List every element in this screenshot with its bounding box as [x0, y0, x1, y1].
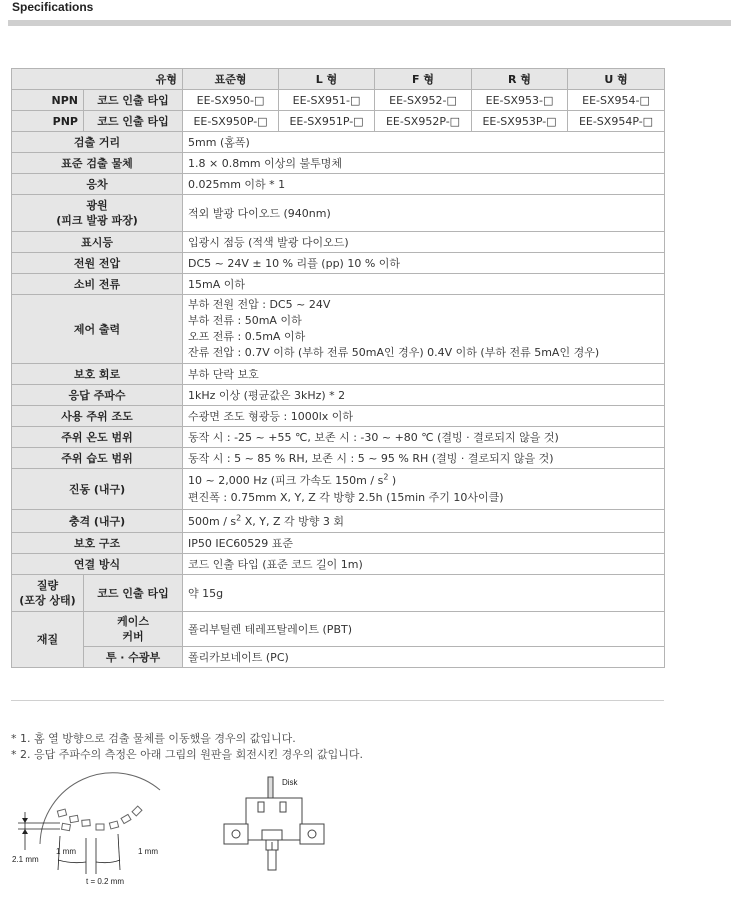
spec-row-supply [12, 253, 665, 274]
disk-drawing [18, 773, 160, 874]
model-cell: EE-SX952-□ [375, 90, 472, 111]
spec-label: 검출 거리 [12, 132, 183, 153]
spec-value-line: 잔류 전압 : 0.7V 이하 (부하 전류 50mA인 경우) 0.4V 이하 (부하 전류 5mA인 경우) [188, 346, 600, 359]
shock-text: X, Y, Z 각 방향 3 회 [241, 514, 345, 528]
spec-row-indicator [12, 232, 665, 253]
spec-row-vibration [12, 469, 665, 510]
spec-row-connection [12, 554, 665, 575]
spec-label: 보호 회로 [12, 364, 183, 385]
spec-label: 연결 방식 [12, 554, 183, 575]
spec-value: 0.025mm 이하 * 1 [183, 174, 665, 195]
spec-value: 1kHz 이상 (평균값은 3kHz) * 2 [183, 385, 665, 406]
spec-row-material-lens [12, 647, 665, 668]
spec-label: 소비 전류 [12, 274, 183, 295]
section-header [0, 0, 738, 30]
spec-value [183, 469, 665, 510]
pnp-label: PNP [12, 111, 84, 132]
disk-label: Disk [282, 778, 298, 787]
spec-sub-label: 코드 인출 타입 [84, 575, 183, 612]
spec-value-line: 오프 전류 : 0.5mA 이하 [188, 330, 306, 343]
spec-value: 입광시 점등 (적색 발광 다이오드) [183, 232, 665, 253]
spec-sub-label: 투 · 수광부 [84, 647, 183, 668]
spec-label: 주위 온도 범위 [12, 427, 183, 448]
column-header: 표준형 [183, 69, 279, 90]
spec-value-line: 부하 전류 : 50mA 이하 [188, 314, 302, 327]
header-divider [8, 20, 731, 26]
model-cell: EE-SX950P-□ [183, 111, 279, 132]
spec-label: 사용 주위 조도 [12, 406, 183, 427]
spec-value-line [188, 472, 659, 489]
spec-value: 폴리카보네이트 (PC) [183, 647, 665, 668]
spec-value: 15mA 이하 [183, 274, 665, 295]
spec-value: 1.8 × 0.8mm 이상의 불투명체 [183, 153, 665, 174]
spec-row-weight [12, 575, 665, 612]
spec-row-light-source [12, 195, 665, 232]
section-title: Specifications [12, 0, 94, 14]
spec-label: 응답 주파수 [12, 385, 183, 406]
column-header: R 형 [472, 69, 568, 90]
pnp-sub-label: 코드 인출 타입 [84, 111, 183, 132]
spec-row-humidity [12, 448, 665, 469]
spec-label: 충격 (내구) [12, 510, 183, 533]
sensor-drawing [224, 777, 324, 870]
spec-label [12, 195, 183, 232]
spec-row-current [12, 274, 665, 295]
spec-value: 동작 시 : 5 ~ 85 % RH, 보존 시 : 5 ~ 95 % RH (결빙 · 결로되지 않을 것) [183, 448, 665, 469]
spec-label-line: 광원 [86, 199, 108, 212]
measurement-diagram [0, 772, 360, 897]
spec-value: 약 15g [183, 575, 665, 612]
spec-value: IP50 IEC60529 표준 [183, 533, 665, 554]
spec-value: 동작 시 : -25 ~ +55 ℃, 보존 시 : -30 ~ +80 ℃ (결빙 · 결로되지 않을 것) [183, 427, 665, 448]
spec-label-line: 케이스 [117, 615, 149, 628]
spec-row-illumination [12, 406, 665, 427]
spec-value: 부하 단락 보호 [183, 364, 665, 385]
dim-gap-label: 1 mm [138, 847, 158, 856]
model-cell: EE-SX954P-□ [568, 111, 665, 132]
vibration-text: ) [388, 474, 397, 487]
model-cell: EE-SX954-□ [568, 90, 665, 111]
dim-thickness-label: t = 0.2 mm [86, 877, 125, 886]
footnote: * 1. 홈 열 방향으로 검출 물체를 이동했을 경우의 값입니다. [11, 732, 296, 745]
npn-label: NPN [12, 90, 84, 111]
spec-label: 표시등 [12, 232, 183, 253]
spec-label-line: (포장 상태) [19, 594, 76, 607]
footnote: * 2. 응답 주파수의 측정은 아래 그림의 원판을 회전시킨 경우의 값입니다. [11, 748, 363, 761]
spec-row-control-output [12, 295, 665, 364]
superscript: 2 [383, 472, 389, 482]
spec-label: 재질 [12, 612, 84, 668]
spec-value: 코드 인출 타입 (표준 코드 길이 1m) [183, 554, 665, 575]
model-cell: EE-SX951P-□ [279, 111, 375, 132]
spec-row-protection [12, 364, 665, 385]
model-cell: EE-SX953P-□ [472, 111, 568, 132]
spec-label: 진동 (내구) [12, 469, 183, 510]
npn-sub-label: 코드 인출 타입 [84, 90, 183, 111]
spec-row-structure [12, 533, 665, 554]
spec-label [12, 575, 84, 612]
spec-value: 5mm (홈폭) [183, 132, 665, 153]
spec-row-object [12, 153, 665, 174]
spec-row-shock [12, 510, 665, 533]
column-header: L 형 [279, 69, 375, 90]
model-cell: EE-SX953-□ [472, 90, 568, 111]
spec-row-material-case [12, 612, 665, 647]
column-header: U 형 [568, 69, 665, 90]
spec-row-frequency [12, 385, 665, 406]
dim-left-label: 2.1 mm [12, 855, 39, 864]
pnp-row [12, 111, 665, 132]
footnotes [11, 731, 363, 763]
column-header: F 형 [375, 69, 472, 90]
spec-value-line: 편진폭 : 0.75mm X, Y, Z 각 방향 2.5h (15min 주기 10사이클) [188, 491, 504, 504]
spec-label: 응차 [12, 174, 183, 195]
npn-row [12, 90, 665, 111]
model-cell: EE-SX951-□ [279, 90, 375, 111]
spec-label-line: 질량 [36, 579, 59, 592]
spec-label-line: 커버 [122, 630, 144, 643]
vibration-text: 10 ~ 2,000 Hz (피크 가속도 150m / s [188, 474, 384, 487]
model-cell: EE-SX952P-□ [375, 111, 472, 132]
spec-sub-label [84, 612, 183, 647]
spec-row-hysteresis [12, 174, 665, 195]
spec-label: 전원 전압 [12, 253, 183, 274]
model-cell: EE-SX950-□ [183, 90, 279, 111]
spec-label: 보호 구조 [12, 533, 183, 554]
spec-table [11, 68, 665, 668]
shock-text: 500m / s [188, 514, 237, 528]
type-label: 유형 [12, 69, 183, 90]
divider [11, 700, 664, 701]
spec-row-temperature [12, 427, 665, 448]
type-header-row [12, 69, 665, 90]
spec-row-distance [12, 132, 665, 153]
spec-value: DC5 ~ 24V ± 10 % 리플 (pp) 10 % 이하 [183, 253, 665, 274]
spec-value-line: 부하 전원 전압 : DC5 ~ 24V [188, 298, 331, 311]
spec-label: 제어 출력 [12, 295, 183, 364]
spec-value: 수광면 조도 형광등 : 1000lx 이하 [183, 406, 665, 427]
spec-value: 적외 발광 다이오드 (940nm) [183, 195, 665, 232]
superscript: 2 [236, 512, 242, 522]
spec-value: 폴리부틸렌 테레프탈레이트 (PBT) [183, 612, 665, 647]
spec-value [183, 295, 665, 364]
dim-gap-label: 1 mm [56, 847, 76, 856]
spec-label: 표준 검출 물체 [12, 153, 183, 174]
spec-label-line: (피크 발광 파장) [56, 214, 138, 227]
spec-label: 주위 습도 범위 [12, 448, 183, 469]
spec-value [183, 510, 665, 533]
